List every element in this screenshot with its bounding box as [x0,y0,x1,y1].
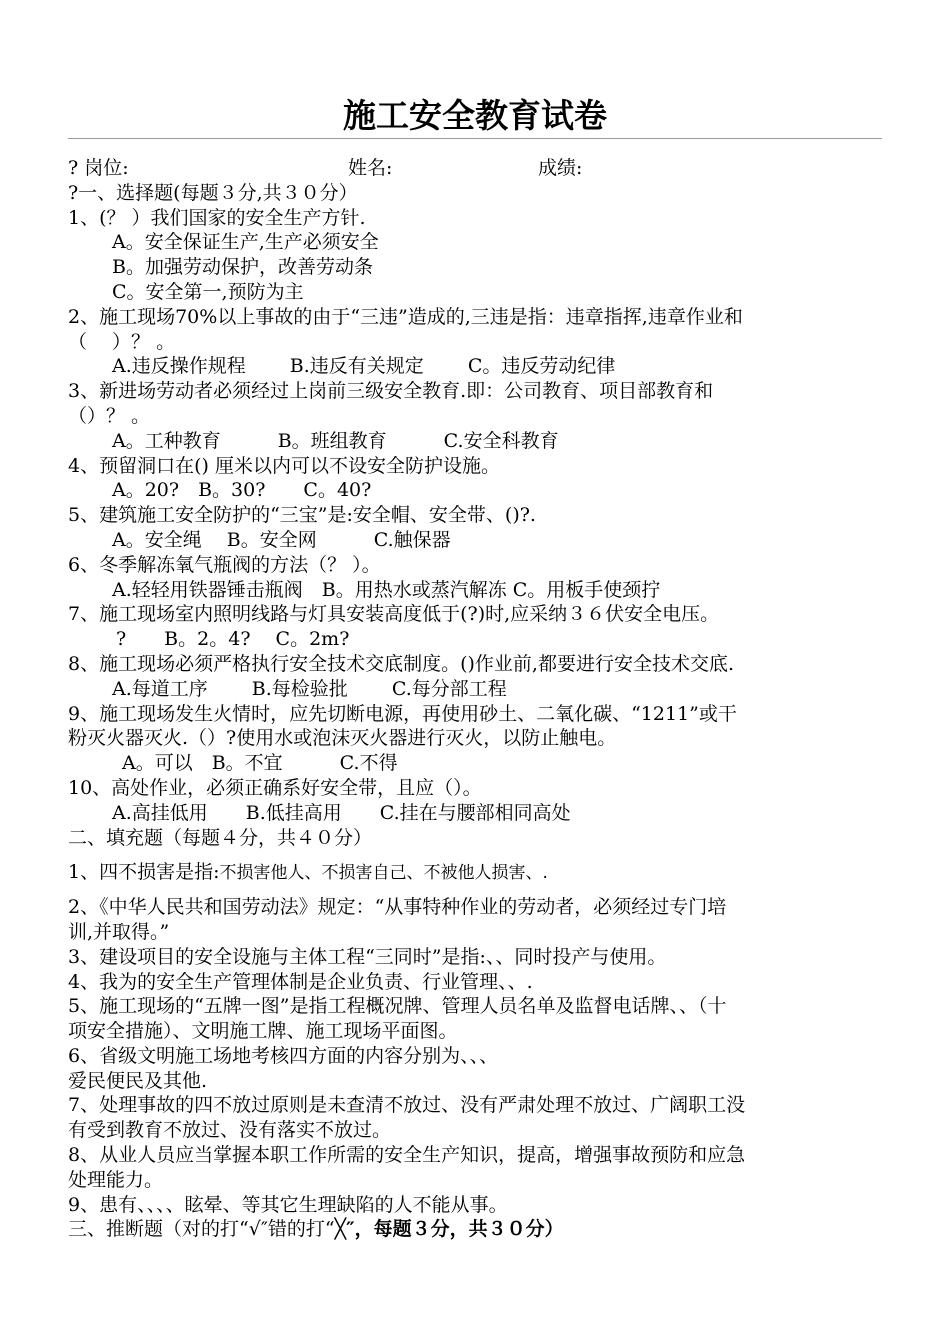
q7-stem: 7、施工现场室内照明线路与灯具安装高度低于(?)时,应采纳３６伏安全电压。 [68,603,720,626]
fill-8: 8、从业人员应当掌握本职工作所需的安全生产知识，提高，增强事故预防和应急 [68,1144,746,1167]
q1-option-a: A。安全保证生产,生产必须安全 [112,231,379,254]
section1-heading: ?一、选择题(每题３分,共３０分） [68,181,358,204]
fill-4: 4、我为的安全生产管理体制是企业负责、行业管理、、. [68,970,533,993]
q7-options: ? B。2。4? C。2m? [116,628,350,651]
q10-stem: 10、高处作业，必须正确系好安全带，且应（）。 [68,776,482,799]
q2-options: A.违反操作规程 B.违反有关规定 C。违反劳动纪律 [112,355,616,378]
fill-2: 2、《中华人民共和国劳动法》规定：“从事特种作业的劳动者，必须经过专门培 [68,896,727,919]
fill-7: 7、处理事故的四不放过原则是未查清不放过、没有严肃处理不放过、广阔职工没 [68,1094,746,1117]
fill-2-cont: 训,并取得。” [68,920,170,943]
section2-heading: 二、填充题（每题４分，共４０分） [68,826,373,849]
q3-options: A。工种教育 B。班组教育 C.安全科教育 [112,429,559,452]
name-label: 姓名: [348,157,393,179]
exam-content [68,156,888,1242]
q6-options: A.轻轻用铁器锤击瓶阀 B。用热水或蒸汽解冻 C。用板手使颈拧 [112,578,661,601]
q2-stem: 2、施工现场70%以上事故的由于“三违”造成的,三违是指：违章指挥,违章作业和 [68,305,743,328]
q2-stem-cont: （ ）？ 。 [68,330,176,353]
q4-stem: 4、预留洞口在() 厘米以内可以不设安全防护设施。 [68,454,500,477]
fill-8-cont: 处理能力。 [68,1168,164,1191]
q9-stem: 9、施工现场发生火情时，应先切断电源，再使用砂土、二氧化碳、“1211”或干 [68,702,737,725]
fill-6-cont: 爱民便民及其他. [68,1069,208,1092]
section3-heading-suffix: ″，每题３分，共３０分） [346,1218,564,1241]
fill-6: 6、省级文明施工场地考核四方面的内容分别为、、、 [68,1044,499,1067]
q1-stem: 1、(？ ）我们国家的安全生产方针. [68,206,366,229]
q8-options: A.每道工序 B.每检验批 C.每分部工程 [112,677,507,700]
cross-mark-icon: ╳ [334,1218,347,1241]
q1-option-c: C。安全第一,预防为主 [112,280,304,303]
fill-1-answer: 不损害他人、不损害自己、不被他人损害、. [219,863,548,884]
section3-heading [68,1217,888,1242]
q6-stem: 6、冬季解冻氧气瓶阀的方法（？ ）。 [68,553,381,576]
fill-1-prefix: 1、四不损害是指: [68,861,220,884]
q10-options: A.高挂低用 B.低挂高用 C.挂在与腰部相同高处 [112,801,571,824]
fill-5: 5、施工现场的“五牌一图”是指工程概况牌、管理人员名单及监督电话牌、、（十 [68,995,727,1018]
q9-stem-cont: 粉灭火器灭火.（）?使用水或泡沫灭火器进行灭火，以防止触电。 [68,727,617,750]
section3-heading-prefix: 三、推断题（对的打“√″错的打“ [68,1218,335,1241]
post-label: ? 岗位: [68,157,129,179]
title-divider [68,138,882,139]
q5-options: A。安全绳 B。安全网 C.触保器 [112,528,451,551]
q9-options: A。可以 B。不宜 C.不得 [122,752,398,775]
fill-9: 9、患有、、、、眩晕、等其它生理缺陷的人不能从事。 [68,1193,508,1216]
q5-stem: 5、建筑施工安全防护的“三宝”是:安全帽、安全带、()?. [68,504,536,527]
score-label: 成绩: [538,157,583,179]
q3-stem-cont: （）？ 。 [68,404,151,427]
fill-5-cont: 项安全措施）、文明施工牌、施工现场平面图。 [68,1020,458,1043]
exam-header [68,156,888,181]
q3-stem: 3、新进场劳动者必须经过上岗前三级安全教育.即：公司教育、项目部教育和 [68,380,714,403]
fill-7-cont: 有受到教育不放过、没有落实不放过。 [68,1119,392,1142]
fill-1 [68,860,888,885]
fill-3: 3、建设项目的安全设施与主体工程“三同时”是指:、、同时投产与使用。 [68,945,667,968]
q8-stem: 8、施工现场必须严格执行安全技术交底制度。()作业前,都要进行安全技术交底. [68,652,734,675]
q4-options: A。20? B。30? C。40? [112,479,372,502]
page-title: 施工安全教育试卷 [343,96,607,135]
q1-option-b: B。加强劳动保护，改善劳动条 [112,256,373,279]
